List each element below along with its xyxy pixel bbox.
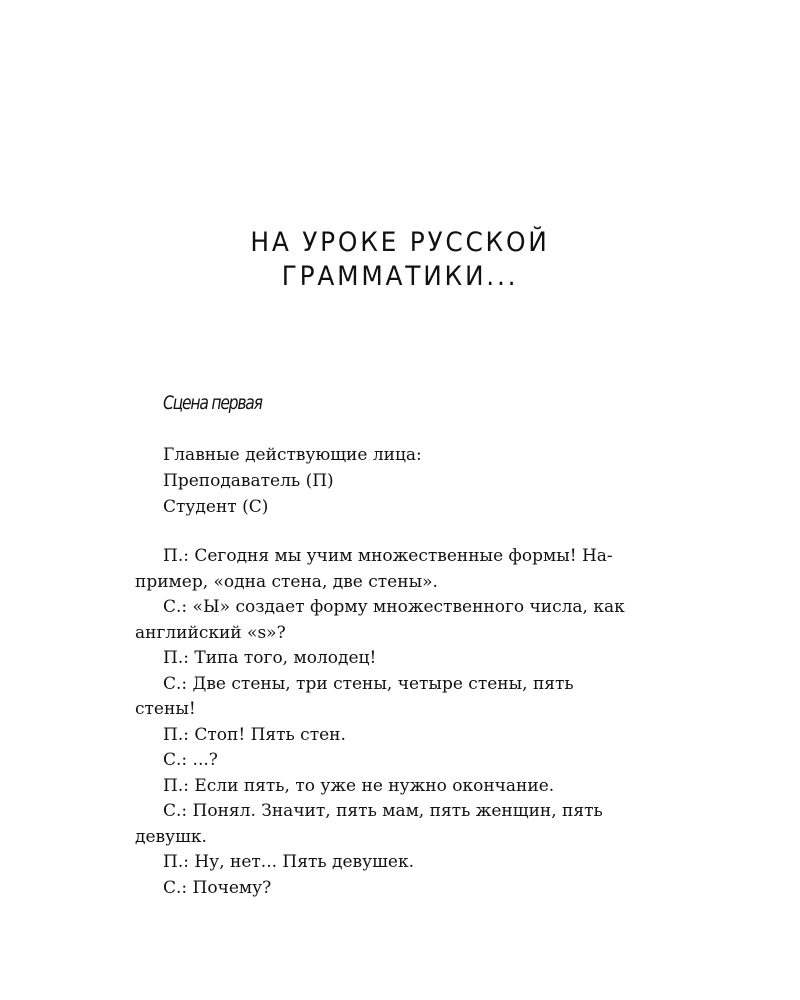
dialogue-line: П.: Ну, нет... Пять девушек. (163, 852, 415, 872)
page-title-line-2: ГРАММАТИКИ... (281, 261, 519, 292)
dialogue (135, 544, 694, 901)
dialogue-line: С.: Две стены, три стены, четыре стены, пять стены! (135, 673, 574, 719)
page-title (32, 226, 768, 294)
dialogue-line: П.: Если пять, то уже не нужно окончание. (163, 775, 555, 796)
cast-teacher: Преподаватель (П) (163, 471, 334, 491)
dialogue-line: С.: Понял. Значит, пять мам, пять женщин, пять девушк. (135, 801, 603, 847)
cast-intro: Главные действующие лица: (163, 445, 422, 465)
dialogue-line: С.: Почему? (163, 877, 272, 898)
dialogue-line: С.: «Ы» создает форму множественного числа, как английский «s»? (135, 597, 625, 643)
dialogue-line: П.: Стоп! Пять стен. (163, 724, 346, 745)
scene-heading: Сцена первая (163, 392, 262, 414)
cast-student: Студент (С) (163, 497, 269, 517)
dialogue-line: С.: ...? (163, 750, 218, 770)
cast-list (163, 442, 422, 520)
page-title-line-1: НА УРОКЕ РУССКОЙ (250, 227, 550, 258)
dialogue-line: П.: Типа того, молодец! (163, 648, 377, 668)
dialogue-line: П.: Сегодня мы учим множественные формы! На- пример, «одна стена, две стены». (135, 546, 613, 592)
